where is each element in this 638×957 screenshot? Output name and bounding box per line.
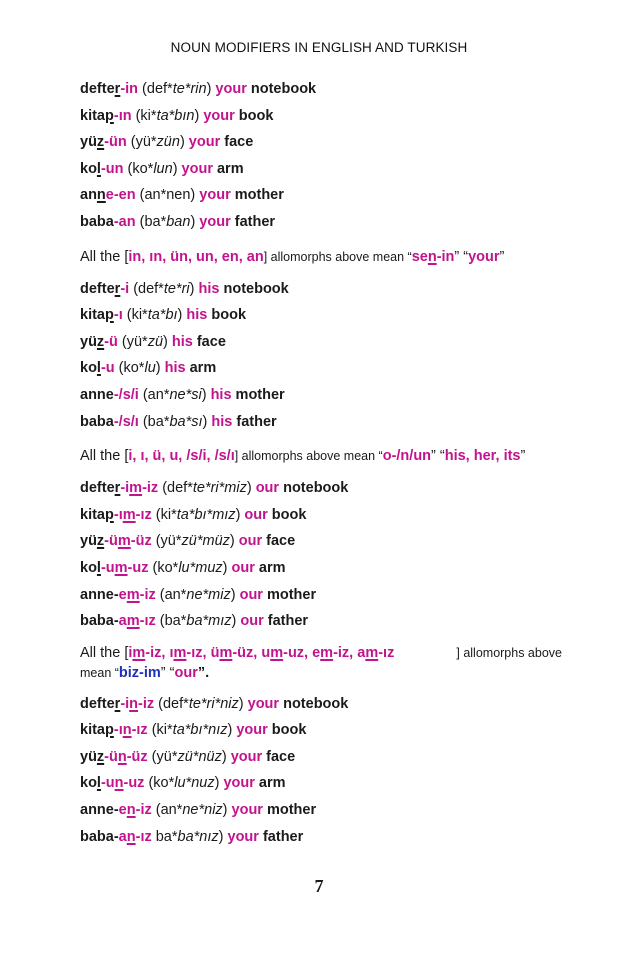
example-row: baba-/s/ı (ba*ba*sı) his father — [80, 413, 277, 430]
page-header: NOUN MODIFIERS IN ENGLISH AND TURKISH — [170, 40, 468, 55]
example-row: kitap-ın (ki*ta*bın) your book — [80, 107, 274, 124]
example-row: kol-un-uz (ko*lu*nuz) your arm — [80, 775, 286, 792]
example-row: anne-em-iz (an*ne*miz) our mother — [80, 586, 317, 603]
section-your-singular — [80, 76, 562, 270]
example-row: kitap-ı (ki*ta*bı) his book — [80, 307, 247, 324]
example-row: yüz-ün (yü*zün) your face — [80, 134, 254, 151]
allomorph-summary: All the [in, ın, ün, un, en, an] allomorphs above mean “sen-in” “your” — [80, 248, 505, 265]
allomorph-summary: All the [im-iz, ım-ız, üm-üz, um-uz, em-iz, am-ız ] allomorphs above mean “biz-im” “our”. — [80, 644, 562, 681]
example-row: kol-um-uz (ko*lu*muz) our arm — [80, 559, 286, 576]
example-row: kitap-ım-ız (ki*ta*bı*mız) our book — [80, 506, 307, 523]
example-row: defter-in (def*te*rin) your notebook — [80, 81, 317, 97]
example-row: kol-u (ko*lu) his arm — [80, 360, 217, 377]
example-row: baba-am-ız (ba*ba*mız) our father — [80, 613, 309, 630]
example-row: kitap-ın-ız (ki*ta*bı*nız) your book — [80, 722, 307, 739]
section-his — [80, 276, 562, 470]
example-row: yüz-üm-üz (yü*zü*müz) our face — [80, 533, 296, 550]
example-row: anne-en (an*nen) your mother — [80, 187, 284, 204]
example-row: anne-/s/i (an*ne*si) his mother — [80, 386, 285, 403]
example-row: yüz-ün-üz (yü*zü*nüz) your face — [80, 748, 296, 765]
example-row: baba-an-ız ba*ba*nız) your father — [80, 828, 304, 845]
example-row: defter-in-iz (def*te*ri*niz) your notebook — [80, 695, 349, 712]
section-our — [80, 475, 562, 683]
example-row: kol-un (ko*lun) your arm — [80, 160, 244, 177]
allomorph-summary: All the [i, ı, ü, u, /s/i, /s/ı] allomorphs above mean “o-/n/un” “his, her, its” — [80, 448, 526, 465]
example-row: anne-en-iz (an*ne*niz) your mother — [80, 802, 317, 819]
section-your-plural — [80, 691, 562, 851]
page-number: 7 — [314, 876, 324, 896]
page-content — [80, 76, 562, 850]
example-row: baba-an (ba*ban) your father — [80, 213, 276, 230]
example-row: defter-i (def*te*ri) his notebook — [80, 280, 289, 297]
example-row: defter-im-iz (def*te*ri*miz) our notebook — [80, 480, 349, 497]
example-row: yüz-ü (yü*zü) his face — [80, 333, 226, 350]
